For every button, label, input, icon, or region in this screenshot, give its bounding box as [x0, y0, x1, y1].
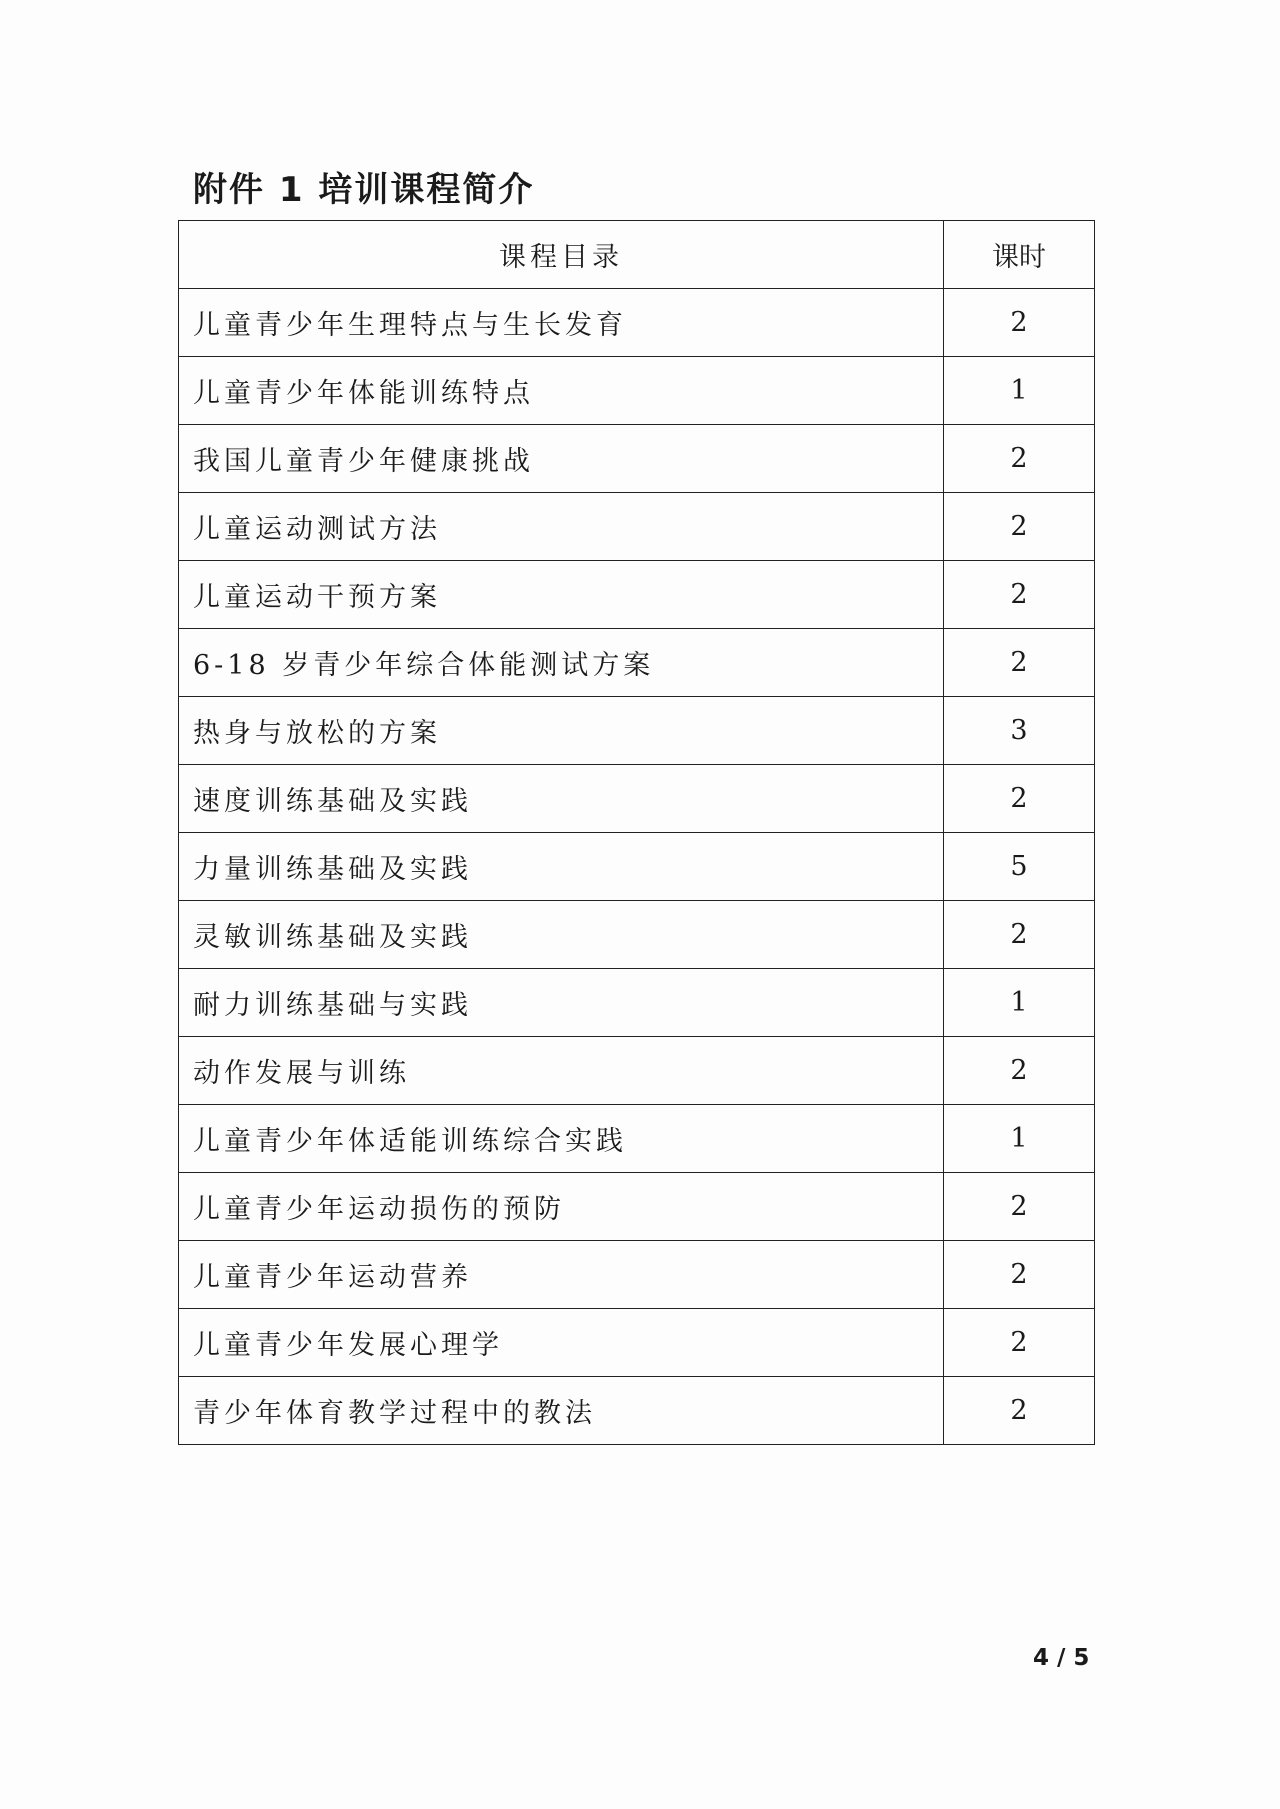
table-row: [179, 697, 1095, 765]
course-name-cell: 儿童青少年生理特点与生长发育: [179, 289, 944, 357]
course-hours-cell: 2: [944, 1173, 1095, 1241]
course-name-cell: 儿童青少年运动损伤的预防: [179, 1173, 944, 1241]
course-name-cell: 热身与放松的方案: [179, 697, 944, 765]
course-hours-cell: 2: [944, 493, 1095, 561]
table-body: [179, 289, 1095, 1445]
column-header-course: 课程目录: [179, 221, 944, 289]
course-table: [178, 220, 1095, 1445]
table-row: [179, 561, 1095, 629]
course-hours-cell: 2: [944, 901, 1095, 969]
course-name-cell: 速度训练基础及实践: [179, 765, 944, 833]
course-name-cell: 我国儿童青少年健康挑战: [179, 425, 944, 493]
column-header-hours: 课时: [944, 221, 1095, 289]
table-row: [179, 765, 1095, 833]
table-row: [179, 1037, 1095, 1105]
course-hours-cell: 2: [944, 1377, 1095, 1445]
table-row: [179, 833, 1095, 901]
course-name-cell: 灵敏训练基础及实践: [179, 901, 944, 969]
course-hours-cell: 2: [944, 1309, 1095, 1377]
table-header-row: [179, 221, 1095, 289]
course-hours-cell: 1: [944, 1105, 1095, 1173]
table-row: [179, 1173, 1095, 1241]
course-name-cell: 力量训练基础及实践: [179, 833, 944, 901]
course-hours-cell: 2: [944, 561, 1095, 629]
table-row: [179, 1241, 1095, 1309]
page-number: 4 / 5: [1033, 1645, 1090, 1671]
course-hours-cell: 2: [944, 1037, 1095, 1105]
course-name-cell: 儿童运动测试方法: [179, 493, 944, 561]
table-row: [179, 1309, 1095, 1377]
course-name-cell: 儿童青少年运动营养: [179, 1241, 944, 1309]
course-name-cell: 儿童运动干预方案: [179, 561, 944, 629]
course-hours-cell: 2: [944, 1241, 1095, 1309]
course-hours-cell: 3: [944, 697, 1095, 765]
table-row: [179, 493, 1095, 561]
course-name-cell: 动作发展与训练: [179, 1037, 944, 1105]
table-row: [179, 901, 1095, 969]
course-name-cell: 耐力训练基础与实践: [179, 969, 944, 1037]
course-name-cell: 6-18 岁青少年综合体能测试方案: [179, 629, 944, 697]
table-row: [179, 289, 1095, 357]
course-name-cell: 儿童青少年发展心理学: [179, 1309, 944, 1377]
course-hours-cell: 2: [944, 289, 1095, 357]
course-name-cell: 儿童青少年体适能训练综合实践: [179, 1105, 944, 1173]
course-hours-cell: 2: [944, 425, 1095, 493]
table-row: [179, 629, 1095, 697]
table-row: [179, 1377, 1095, 1445]
table-row: [179, 425, 1095, 493]
table-row: [179, 1105, 1095, 1173]
course-name-cell: 青少年体育教学过程中的教法: [179, 1377, 944, 1445]
course-hours-cell: 2: [944, 765, 1095, 833]
course-hours-cell: 5: [944, 833, 1095, 901]
course-hours-cell: 1: [944, 357, 1095, 425]
page-title: 附件 1 培训课程简介: [193, 170, 535, 210]
table-row: [179, 357, 1095, 425]
course-name-cell: 儿童青少年体能训练特点: [179, 357, 944, 425]
course-hours-cell: 1: [944, 969, 1095, 1037]
table-row: [179, 969, 1095, 1037]
course-hours-cell: 2: [944, 629, 1095, 697]
